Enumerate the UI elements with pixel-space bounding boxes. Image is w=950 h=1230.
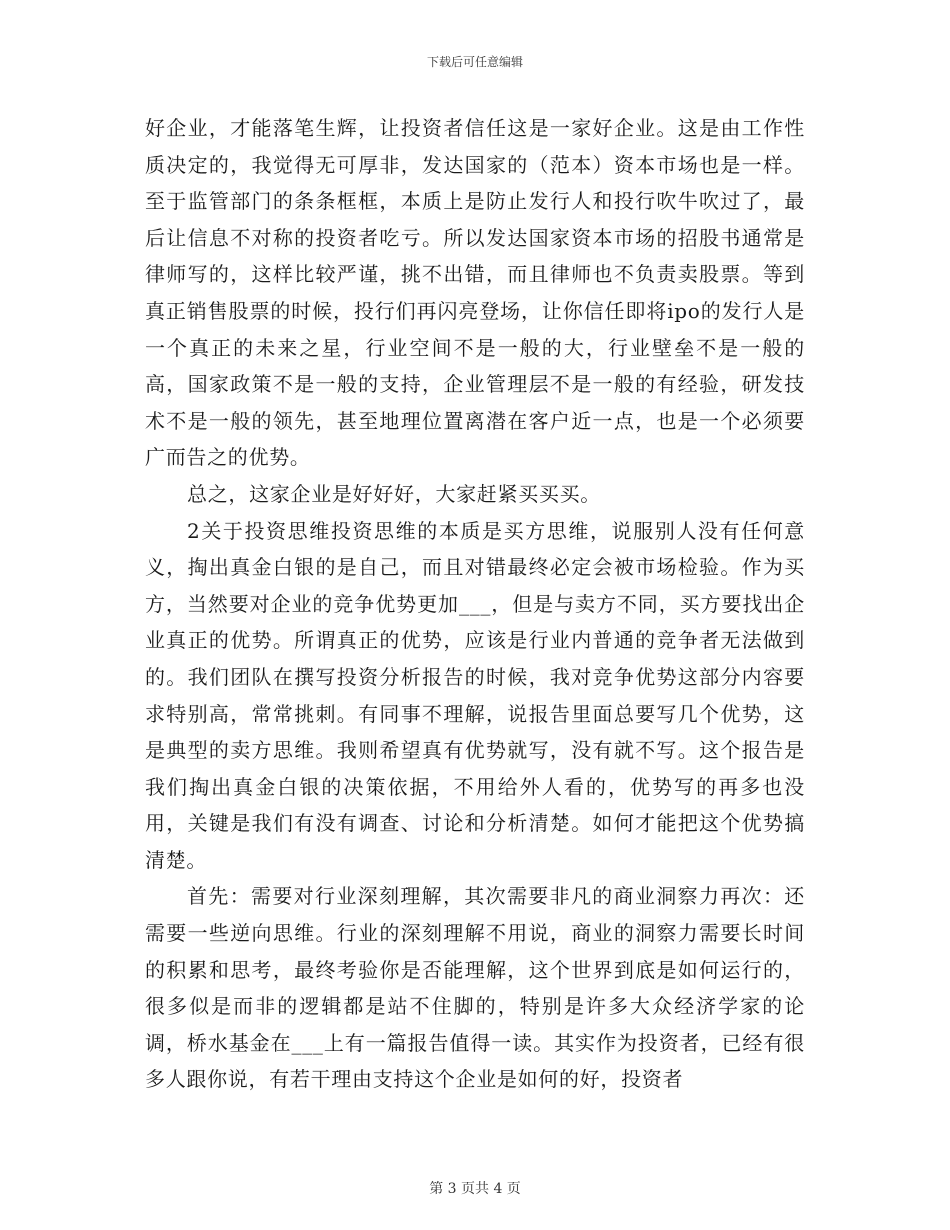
paragraph-1: 好企业，才能落笔生辉，让投资者信任这是一家好企业。这是由工作性质决定的，我觉得无可厚非，发达国家的（范本）资本市场也是一样。至于监管部门的条条框框，本质上是防止发行人和投行吹牛吹过了，最后让信息不对称的投资者吃亏。所以发达国家资本市场的招股书通常是律师写的，这样比较严谨，挑不出错，而且律师也不负责卖股票。等到真正销售股票的时候，投行们再闪亮登场，让你信任即将ipo的发行人是一个真正的未来之星，行业空间不是一般的大，行业壁垒不是一般的高，国家政策不是一般的支持，企业管理层不是一般的有经验，研发技术不是一般的领先，甚至地理位置离潜在客户近一点，也是一个必须要广而告之的优势。 xyxy=(145,116,805,470)
paragraph-2: 总之，这家企业是好好好，大家赶紧买买买。 xyxy=(187,481,601,506)
page-header: 下载后可任意编辑 xyxy=(426,55,523,69)
paragraph-3: 2关于投资思维投资思维的本质是买方思维，说服别人没有任何意义，掏出真金白银的是自己，而且对错最终必定会被市场检验。作为买方，当然要对企业的竞争优势更加___，但是与卖方不同，买方要找出企业真正的优势。所谓真正的优势，应该是行业内普通的竞争者无法做到的。我们团队在撰写投资分析报告的时候，我对竞争优势这部分内容要求特别高，常常挑刺。有同事不理解，说报告里面总要写几个优势，这是典型的卖方思维。我则希望真有优势就写，没有就不写。这个报告是我们掏出真金白银的决策依据，不用给外人看的，优势写的再多也没用，关键是我们有没有调查、讨论和分析清楚。如何才能把这个优势搞清楚。 xyxy=(145,518,805,872)
document-body xyxy=(145,110,805,1098)
paragraph-4: 首先：需要对行业深刻理解，其次需要非凡的商业洞察力再次：还需要一些逆向思维。行业的深刻理解不用说，商业的洞察力需要长时间的积累和思考，最终考验你是否能理解，这个世界到底是如何运行的，很多似是而非的逻辑都是站不住脚的，特别是许多大众经济学家的论调，桥水基金在___上有一篇报告值得一读。其实作为投资者，已经有很多人跟你说，有若干理由支持这个企业是如何的好，投资者 xyxy=(145,884,805,1092)
page-footer: 第 3 页共 4 页 xyxy=(429,1181,521,1197)
